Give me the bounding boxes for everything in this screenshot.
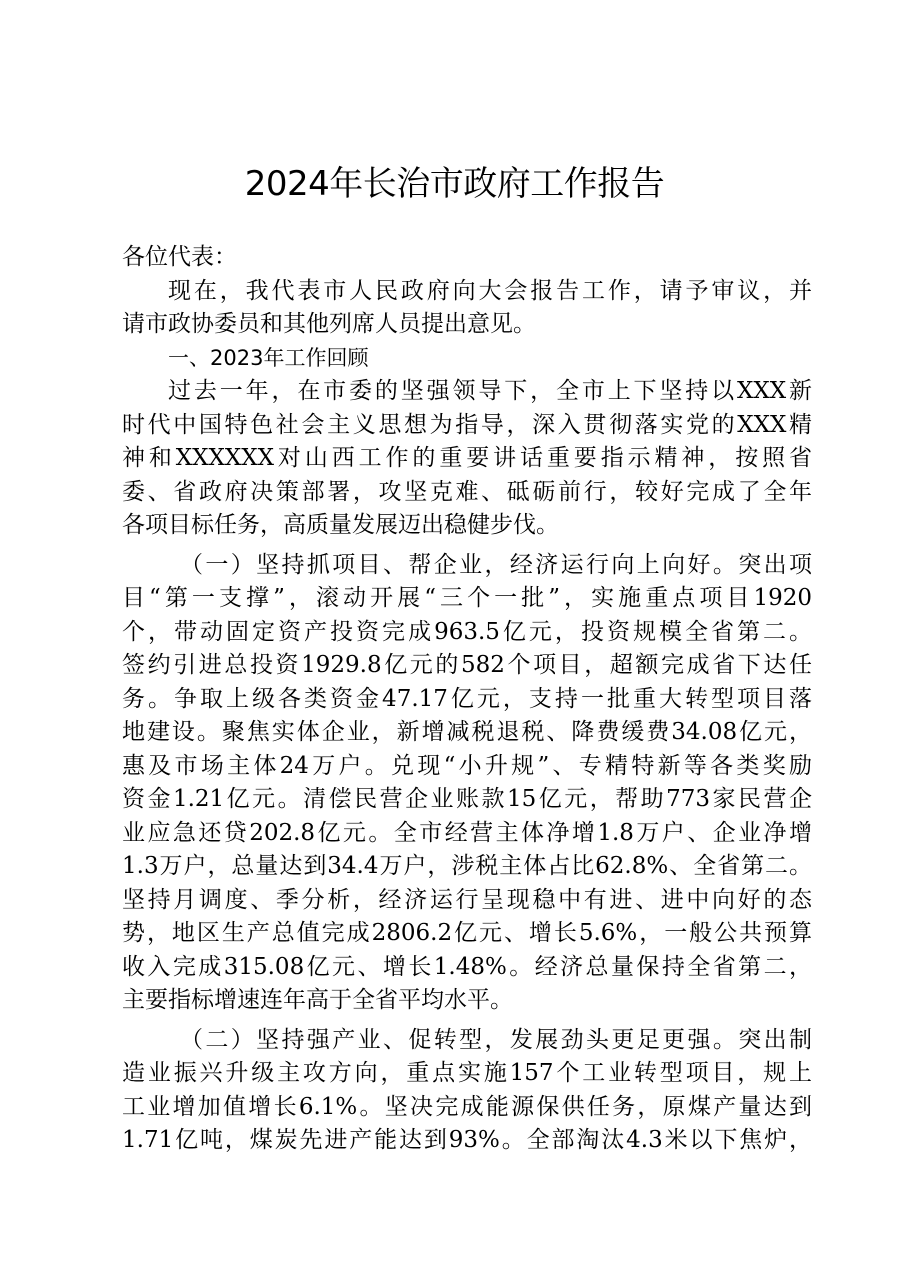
- paragraph-line: 现在，我代表市人民政府向大会报告工作，请予审议，并: [168, 277, 812, 304]
- paragraph-line: 1.3万户，总量达到34.4万户，涉税主体占比62.8%、全省第二。: [122, 853, 812, 879]
- paragraph-line: 造业振兴升级主攻方向，重点实施157个工业转型项目，规上: [122, 1060, 812, 1086]
- paragraph-line: 势，地区生产总值完成2806.2亿元、增长5.6%，一般公共预算: [122, 920, 812, 946]
- document-title: 2024年长治市政府工作报告: [244, 164, 665, 204]
- subsection-paragraph-line: （二）坚持强产业、促转型，发展劲头更足更强。突出制: [180, 1026, 812, 1053]
- paragraph-line: 神和XXXXXX对山西工作的重要讲话重要指示精神，按照省: [122, 445, 812, 471]
- paragraph-line: 务。争取上级各类资金47.17亿元，支持一批重大转型项目落: [122, 685, 812, 712]
- paragraph-line: 业应急还贷202.8亿元。全市经营主体净增1.8万户、企业净增: [122, 819, 812, 846]
- paragraph-line: 各项目标任务，高质量发展迈出稳健步伐。: [122, 512, 559, 538]
- paragraph-line: 地建设。聚焦实体企业，新增减税退税、降费缓费34.08亿元，: [122, 719, 812, 745]
- paragraph-line: 委、省政府决策部署，攻坚克难、砥砺前行，较好完成了全年: [122, 478, 812, 505]
- paragraph-line: 主要指标增速连年高于全省平均水平。: [122, 987, 513, 1013]
- paragraph-line: 个，带动固定资产投资完成963.5亿元，投资规模全省第二。: [122, 618, 812, 645]
- paragraph-line: 资金1.21亿元。清偿民营企业账款15亿元，帮助773家民营企: [122, 786, 812, 812]
- paragraph-line: 惠及市场主体24万户。兑现“小升规”、专精特新等各类奖励: [122, 752, 812, 779]
- paragraph-line: 时代中国特色社会主义思想为指导，深入贯彻落实党的XXX精: [122, 411, 812, 438]
- paragraph-line: 目“第一支撑”，滚动开展“三个一批”，实施重点项目1920: [122, 585, 812, 611]
- section-heading: 一、2023年工作回顾: [168, 345, 369, 370]
- paragraph-line: 签约引进总投资1929.8亿元的582个项目，超额完成省下达任: [122, 652, 812, 678]
- subsection-paragraph-line: （一）坚持抓项目、帮企业，经济运行向上向好。突出项: [180, 551, 812, 578]
- paragraph-line: 坚持月调度、季分析，经济运行呈现稳中有进、进中向好的态: [122, 886, 812, 913]
- paragraph-line: 工业增加值增长6.1%。坚决完成能源保供任务，原煤产量达到: [122, 1093, 812, 1120]
- salutation: 各位代表：: [122, 244, 237, 270]
- paragraph-line: 收入完成315.08亿元、增长1.48%。经济总量保持全省第二，: [122, 953, 812, 980]
- paragraph-line: 1.71亿吨，煤炭先进产能达到93%。全部淘汰4.3米以下焦炉，: [122, 1127, 812, 1153]
- paragraph-line: 请市政协委员和其他列席人员提出意见。: [122, 311, 536, 337]
- document-body: [122, 241, 812, 1158]
- paragraph-line: 过去一年，在市委的坚强领导下，全市上下坚持以XXX新: [168, 378, 812, 404]
